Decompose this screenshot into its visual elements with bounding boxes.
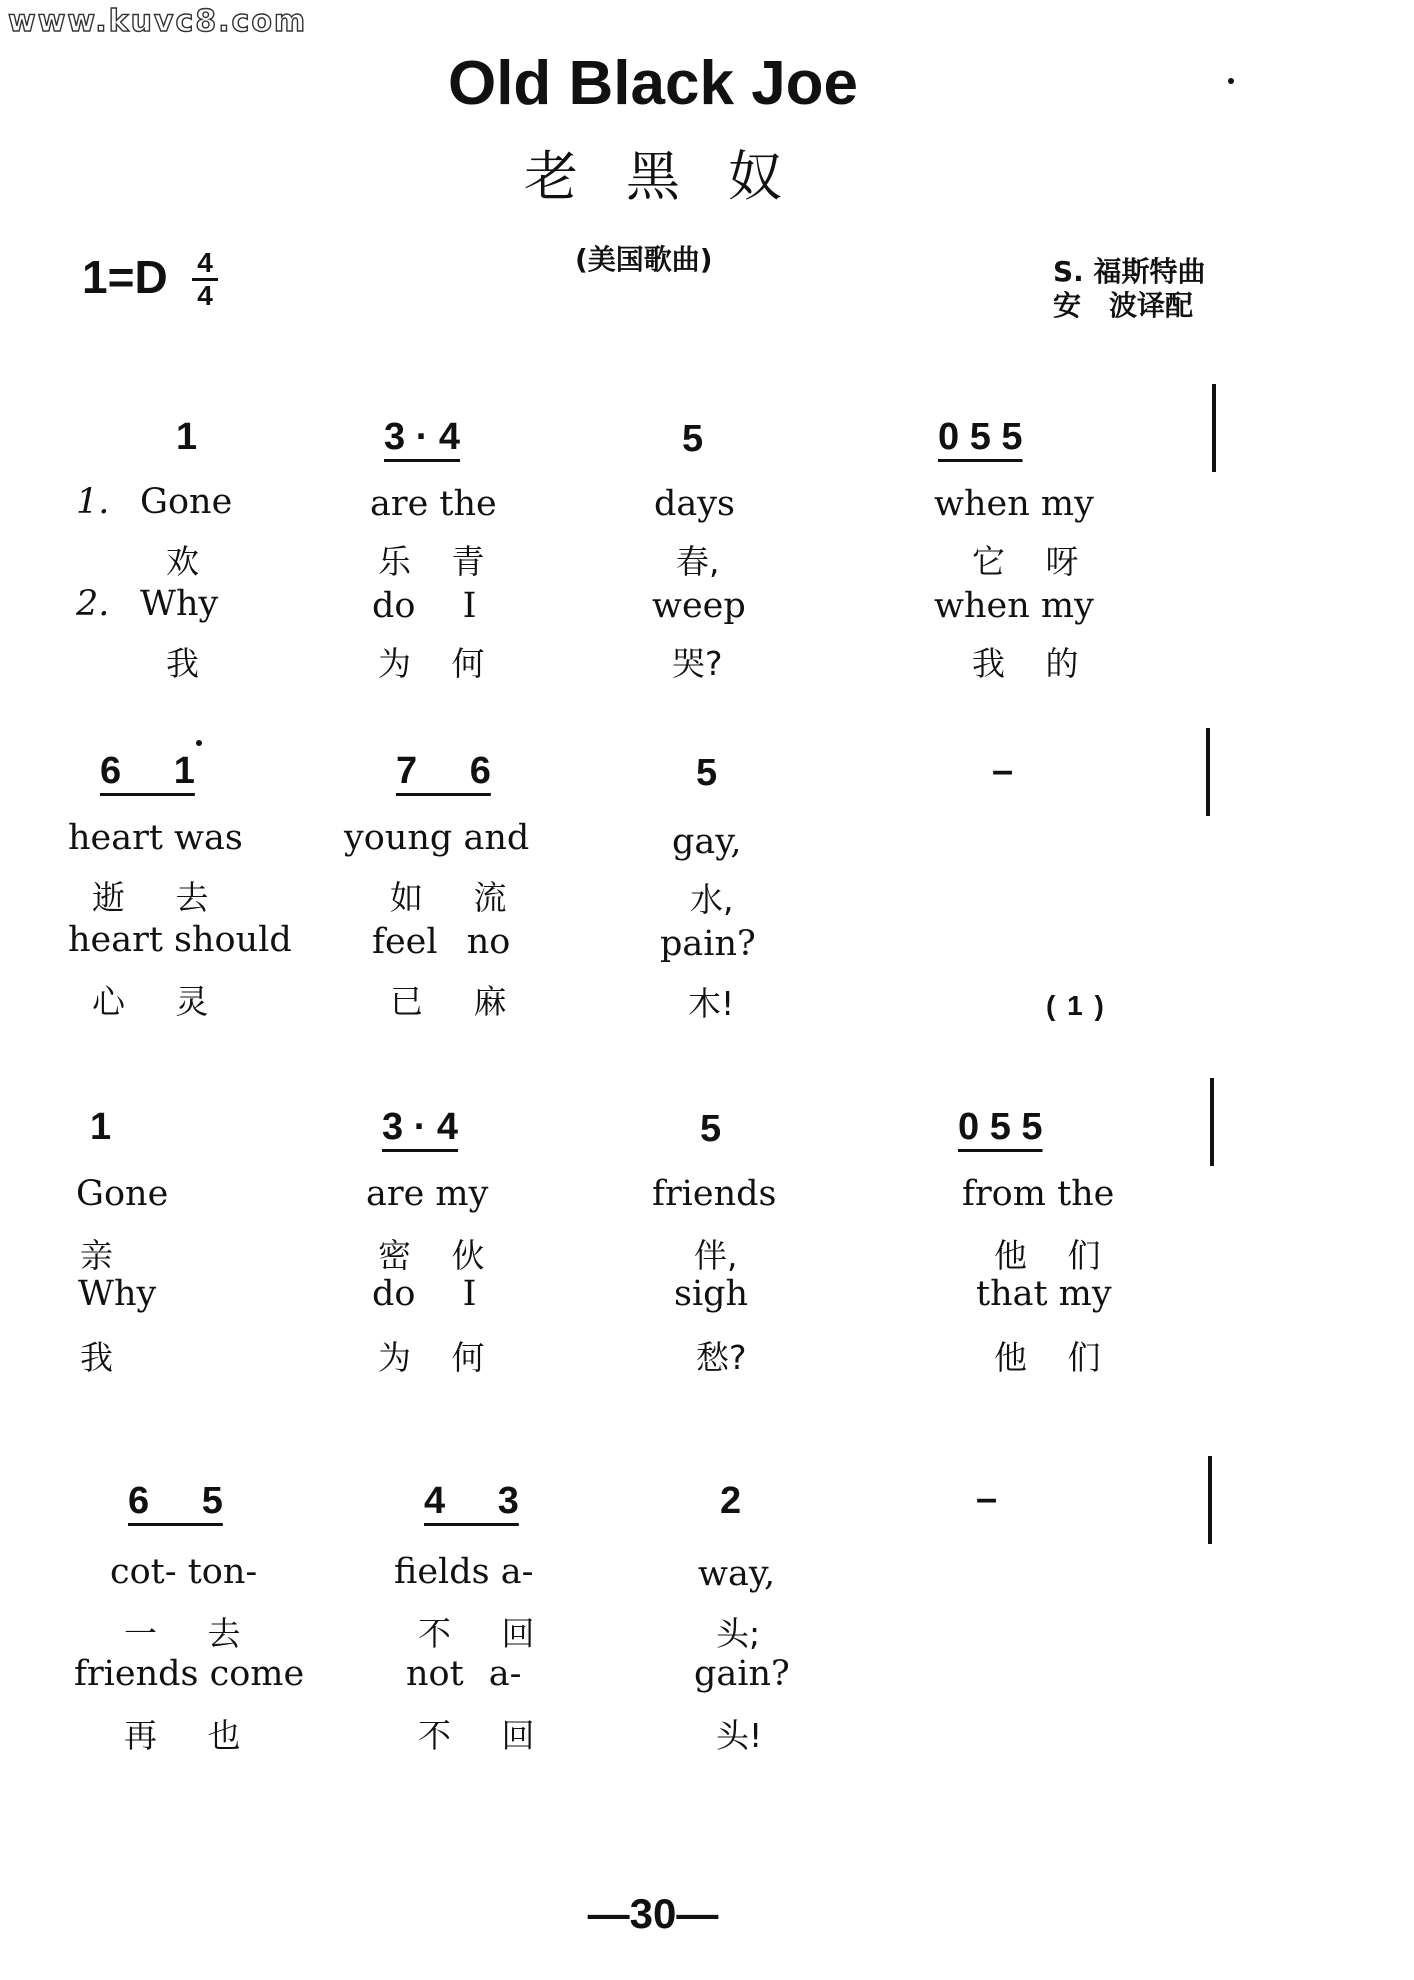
- lyric-s1-en1-m3: days: [654, 484, 736, 524]
- note-s1-m3: 5: [682, 418, 704, 460]
- lyric-s1-zh1-m2: 乐 青: [378, 542, 485, 581]
- lyric-s4-en2-m3: gain?: [694, 1654, 790, 1694]
- lyric-s1-zh2-m4: 我 的: [972, 644, 1079, 683]
- lyric-s3-en2-m4: that my: [976, 1274, 1112, 1314]
- lyric-s4-zh1-m2: 不 回: [418, 1614, 535, 1653]
- lyric-s4-zh1-m1: 一 去: [124, 1614, 241, 1653]
- lyric-s3-en1-m3: friends: [652, 1174, 777, 1214]
- lyric-s4-zh2-m3: 头!: [716, 1716, 763, 1755]
- lyric-s3-en2-m2: do I: [372, 1274, 477, 1314]
- lyric-s2-zh1-m3: 水,: [690, 880, 734, 919]
- time-signature-top: 4: [197, 247, 213, 278]
- lyric-s4-zh2-m2: 不 回: [418, 1716, 535, 1755]
- lyric-s1-en2-m4: when my: [934, 586, 1094, 626]
- lyric-s1-en1-m4: when my: [934, 484, 1094, 524]
- note-s4-m3: 2: [720, 1480, 742, 1522]
- lyric-s4-zh2-m1: 再 也: [124, 1716, 241, 1755]
- translator-credit: 安 波译配: [1053, 289, 1194, 322]
- lyric-s1-zh1-m4: 它 呀: [972, 542, 1079, 581]
- note-s2-m4: –: [992, 750, 1014, 792]
- key-signature: 1=D: [82, 251, 168, 303]
- lyric-s1-en2-m2: do I: [372, 586, 477, 626]
- lyric-s1-zh1-m1: 欢: [166, 542, 199, 581]
- page-number: —30—: [587, 1890, 719, 1937]
- lyric-s4-en2-m1: friends come: [74, 1654, 305, 1694]
- page-speck: [1228, 78, 1234, 84]
- verse-label-2: 2.: [76, 584, 110, 624]
- song-title: Old Black Joe: [447, 49, 859, 118]
- note-s4-m1: 6 5: [128, 1480, 223, 1522]
- lyric-s3-zh1-m2: 密 伙: [378, 1236, 485, 1275]
- lyric-s4-en1-m2: fields a-: [394, 1552, 534, 1592]
- lyric-s3-zh2-m4: 他 们: [994, 1338, 1101, 1377]
- note-s4-m4: –: [976, 1478, 998, 1520]
- lyric-s2-en1-m1: heart was: [68, 818, 243, 858]
- lyric-s1-en1-m2: are the: [370, 484, 497, 524]
- bar-line: [1212, 384, 1216, 472]
- song-title-chinese: 老黑奴: [524, 145, 830, 208]
- lyric-s3-zh2-m3: 愁?: [696, 1338, 747, 1377]
- lyric-s1-zh2-m2: 为 何: [378, 644, 485, 683]
- lyric-s4-zh1-m3: 头;: [716, 1614, 761, 1653]
- lyric-s1-zh1-m3: 春,: [676, 542, 720, 581]
- composer-credit: S. 福斯特曲: [1053, 255, 1206, 288]
- lyric-s3-zh2-m2: 为 何: [378, 1338, 485, 1377]
- lyric-s2-zh2-m3: 木!: [688, 984, 735, 1023]
- note-s2-m2: 7 6: [396, 750, 491, 792]
- lyric-s4-en1-m3: way,: [698, 1554, 776, 1594]
- bar-line: [1210, 1078, 1214, 1166]
- lyric-s3-zh1-m4: 他 们: [994, 1236, 1101, 1275]
- time-signature-bottom: 4: [197, 280, 213, 311]
- ending-marker: ( 1 ): [1046, 990, 1104, 1021]
- verse-label-1: 1.: [76, 482, 110, 522]
- lyric-s4-en1-m1: cot- ton-: [110, 1552, 258, 1592]
- lyric-s4-en2-m2: not a-: [406, 1654, 522, 1694]
- note-s3-m2: 3 · 4: [382, 1106, 459, 1148]
- lyric-s3-en1-m1: Gone: [76, 1174, 169, 1214]
- lyric-s1-en1-m1: Gone: [140, 482, 233, 522]
- time-signature: [190, 248, 220, 311]
- note-s3-m4: 0 5 5: [958, 1106, 1043, 1148]
- lyric-s3-zh1-m3: 伴,: [694, 1236, 738, 1275]
- bar-line: [1208, 1456, 1212, 1544]
- note-s1-m4: 0 5 5: [938, 416, 1023, 458]
- lyric-s1-en2-m3: weep: [652, 586, 746, 626]
- lyric-s2-en1-m2: young and: [344, 818, 530, 858]
- lyric-s2-en2-m3: pain?: [660, 924, 756, 964]
- lyric-s2-zh2-m2: 已 麻: [390, 982, 507, 1021]
- lyric-s2-en2-m2: feel no: [372, 922, 511, 962]
- note-s1-m1: 1: [176, 416, 198, 458]
- lyric-s1-zh2-m1: 我: [166, 644, 199, 683]
- lyric-s2-en2-m1: heart should: [68, 920, 292, 960]
- lyric-s3-en2-m3: sigh: [674, 1274, 749, 1314]
- note-s2-m3: 5: [696, 752, 718, 794]
- note-s1-m2: 3 · 4: [384, 416, 461, 458]
- high-octave-dot: [196, 740, 202, 746]
- note-s4-m2: 4 3: [424, 1480, 519, 1522]
- lyric-s1-zh2-m3: 哭?: [672, 644, 723, 683]
- lyric-s1-en2-m1: Why: [140, 584, 219, 624]
- lyric-s3-zh2-m1: 我: [80, 1338, 113, 1377]
- bar-line: [1206, 728, 1210, 816]
- lyric-s3-zh1-m1: 亲: [80, 1236, 113, 1275]
- note-s3-m1: 1: [90, 1106, 112, 1148]
- lyric-s3-en1-m4: from the: [962, 1174, 1115, 1214]
- lyric-s3-en2-m1: Why: [78, 1274, 157, 1314]
- lyric-s3-en1-m2: are my: [366, 1174, 489, 1214]
- lyric-s2-en1-m3: gay,: [672, 822, 742, 862]
- song-origin: (美国歌曲): [575, 243, 713, 276]
- lyric-s2-zh2-m1: 心 灵: [92, 982, 209, 1021]
- watermark: www.kuvc8.com: [8, 4, 308, 39]
- note-s3-m3: 5: [700, 1108, 722, 1150]
- lyric-s2-zh1-m1: 逝 去: [92, 878, 209, 917]
- note-s2-m1: 6 1: [100, 750, 195, 792]
- lyric-s2-zh1-m2: 如 流: [390, 878, 507, 917]
